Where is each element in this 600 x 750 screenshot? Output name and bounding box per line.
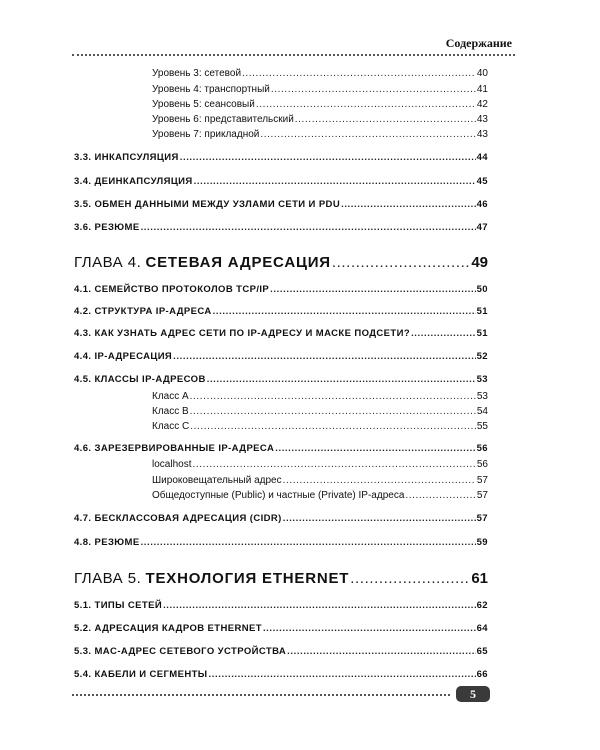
toc-page-number: 46 — [476, 199, 488, 210]
toc-page-number: 50 — [476, 284, 488, 295]
toc-entry-label: 5.3. MAC-АДРЕС СЕТЕВОГО УСТРОЙСТВА — [74, 646, 287, 657]
toc-entry-label: 4.8. РЕЗЮМЕ — [74, 537, 140, 548]
toc-section-entry — [74, 646, 488, 657]
toc-dot-leader — [213, 306, 476, 317]
toc-page-number: 59 — [476, 537, 488, 548]
toc-entry-label: 3.3. ИНКАПСУЛЯЦИЯ — [74, 152, 179, 163]
toc-page-number: 53 — [476, 391, 488, 402]
toc-chapter-title — [74, 254, 331, 271]
toc-page-number: 54 — [476, 406, 488, 417]
toc-subsection-entry — [152, 490, 488, 501]
toc-page-number: 53 — [476, 374, 488, 385]
toc-page-number: 51 — [476, 328, 488, 339]
toc-dot-leader — [141, 222, 476, 233]
toc-entry-label: Общедоступные (Public) и частные (Private) IP-адреса — [152, 490, 405, 501]
toc-section-entry — [74, 152, 488, 163]
toc-subsection-entry — [152, 99, 488, 110]
toc-chapter-name: ТЕХНОЛОГИЯ ETHERNET — [145, 570, 350, 587]
toc-section-entry — [74, 374, 488, 385]
toc-dot-leader — [283, 475, 476, 486]
toc-subsection-entry — [152, 129, 488, 140]
toc-page-number: 61 — [471, 570, 488, 587]
toc-dot-leader — [271, 84, 476, 95]
toc-entry-label: 4.2. СТРУКТУРА IP-АДРЕСА — [74, 306, 212, 317]
toc-dot-leader — [270, 284, 475, 295]
toc-page-number: 45 — [476, 176, 488, 187]
toc-dot-leader — [341, 199, 476, 210]
toc-page-number: 51 — [476, 306, 488, 317]
toc-section-entry — [74, 600, 488, 611]
toc-dot-leader — [287, 646, 476, 657]
toc-chapter-name: СЕТЕВАЯ АДРЕСАЦИЯ — [145, 254, 331, 271]
toc-dot-leader — [350, 570, 470, 587]
toc-page-number: 62 — [476, 600, 488, 611]
toc-section-entry — [74, 284, 488, 295]
toc-chapter-title — [74, 570, 349, 587]
toc-page-number: 57 — [476, 475, 488, 486]
toc-entry-label: Уровень 3: сетевой — [152, 68, 242, 79]
toc-page-number: 43 — [476, 129, 488, 140]
toc-dot-leader — [192, 459, 475, 470]
footer-dotted-rule — [72, 694, 450, 696]
toc-dot-leader — [242, 68, 476, 79]
toc-dot-leader — [260, 129, 476, 140]
toc-dot-leader — [180, 152, 476, 163]
toc-section-entry — [74, 222, 488, 233]
toc-entry-label: 3.6. РЕЗЮМЕ — [74, 222, 140, 233]
toc-page-number: 41 — [476, 84, 488, 95]
toc-subsection-entry — [152, 84, 488, 95]
toc-section-entry — [74, 513, 488, 524]
toc-page-number: 43 — [476, 114, 488, 125]
toc-page-number: 57 — [476, 490, 488, 501]
toc-dot-leader — [173, 351, 475, 362]
toc-dot-leader — [190, 391, 476, 402]
toc-entry-label: Класс А — [152, 391, 189, 402]
toc-entry-label: Класс С — [152, 421, 190, 432]
toc-entry-label: 4.4. IP-АДРЕСАЦИЯ — [74, 351, 173, 362]
toc-entry-label: 3.4. ДЕИНКАПСУЛЯЦИЯ — [74, 176, 193, 187]
toc-section-entry — [74, 443, 488, 454]
toc-dot-leader — [275, 443, 475, 454]
toc-dot-leader — [295, 114, 476, 125]
toc-page-number: 44 — [476, 152, 488, 163]
toc-section-entry — [74, 306, 488, 317]
toc-section-entry — [74, 176, 488, 187]
toc-dot-leader — [263, 623, 476, 634]
header-dotted-rule — [72, 54, 515, 56]
toc-page-number: 57 — [476, 513, 488, 524]
toc-subsection-entry — [152, 459, 488, 470]
toc-section-entry — [74, 623, 488, 634]
toc-page-number: 52 — [476, 351, 488, 362]
toc-dot-leader — [163, 600, 476, 611]
toc-dot-leader — [256, 99, 476, 110]
toc-entry-label: 4.7. БЕСКЛАССОВАЯ АДРЕСАЦИЯ (CIDR) — [74, 513, 282, 524]
toc-dot-leader — [332, 254, 470, 271]
toc-dot-leader — [209, 669, 476, 680]
toc-subsection-entry — [152, 114, 488, 125]
toc-entry-label: 5.2. АДРЕСАЦИЯ КАДРОВ ETHERNET — [74, 623, 262, 634]
toc-subsection-entry — [152, 406, 488, 417]
toc-entry-label: 5.4. КАБЕЛИ И СЕГМЕНТЫ — [74, 669, 208, 680]
toc-section-entry — [74, 669, 488, 680]
toc-dot-leader — [190, 406, 476, 417]
toc-dot-leader — [207, 374, 476, 385]
toc-entry-label: Уровень 5: сеансовый — [152, 99, 255, 110]
toc-entry-label: Уровень 6: представительский — [152, 114, 294, 125]
toc-page-number: 55 — [476, 421, 488, 432]
toc-entry-label: 4.1. СЕМЕЙСТВО ПРОТОКОЛОВ TCP/IP — [74, 284, 270, 295]
toc-dot-leader — [283, 513, 476, 524]
toc-dot-leader — [405, 490, 475, 501]
toc-page-number: 42 — [476, 99, 488, 110]
toc-entry-label: Уровень 7: прикладной — [152, 129, 260, 140]
toc-page-number: 56 — [476, 459, 488, 470]
toc-section-entry — [74, 351, 488, 362]
toc-chapter-entry — [74, 254, 488, 271]
page-number-badge: 5 — [456, 686, 490, 702]
toc-section-entry — [74, 328, 488, 339]
toc-entry-label: 4.3. КАК УЗНАТЬ АДРЕС СЕТИ ПО IP-АДРЕСУ И МАСКЕ ПОДСЕТИ? — [74, 328, 411, 339]
toc-entry-label: 5.1. ТИПЫ СЕТЕЙ — [74, 600, 163, 611]
toc-subsection-entry — [152, 391, 488, 402]
toc-dot-leader — [141, 537, 476, 548]
toc-section-entry — [74, 537, 488, 548]
running-header-title: Содержание — [445, 36, 512, 50]
toc-dot-leader — [194, 176, 476, 187]
toc-page-number: 40 — [476, 68, 488, 79]
toc-entry-label: Широковещательный адрес — [152, 475, 282, 486]
toc-chapter-prefix: ГЛАВА 4. — [74, 254, 142, 271]
toc-entry-label: 4.6. ЗАРЕЗЕРВИРОВАННЫЕ IP-АДРЕСА — [74, 443, 275, 454]
toc-page-number: 64 — [476, 623, 488, 634]
toc-entry-label: 4.5. КЛАССЫ IP-АДРЕСОВ — [74, 374, 206, 385]
toc-chapter-prefix: ГЛАВА 5. — [74, 570, 142, 587]
toc-entry-label: localhost — [152, 459, 192, 470]
toc-dot-leader — [411, 328, 476, 339]
toc-entry-label: Уровень 4: транспортный — [152, 84, 270, 95]
toc-chapter-entry — [74, 570, 488, 587]
toc-entry-label: Класс В — [152, 406, 189, 417]
toc-subsection-entry — [152, 421, 488, 432]
toc-page-number: 65 — [476, 646, 488, 657]
toc-page-number: 47 — [476, 222, 488, 233]
toc-page-number: 66 — [476, 669, 488, 680]
toc-page-number: 56 — [476, 443, 488, 454]
toc-page-number: 49 — [471, 254, 488, 271]
toc-subsection-entry — [152, 475, 488, 486]
toc-section-entry — [74, 199, 488, 210]
toc-entry-label: 3.5. ОБМЕН ДАННЫМИ МЕЖДУ УЗЛАМИ СЕТИ И PDU — [74, 199, 341, 210]
toc-subsection-entry — [152, 68, 488, 79]
toc-dot-leader — [190, 421, 476, 432]
